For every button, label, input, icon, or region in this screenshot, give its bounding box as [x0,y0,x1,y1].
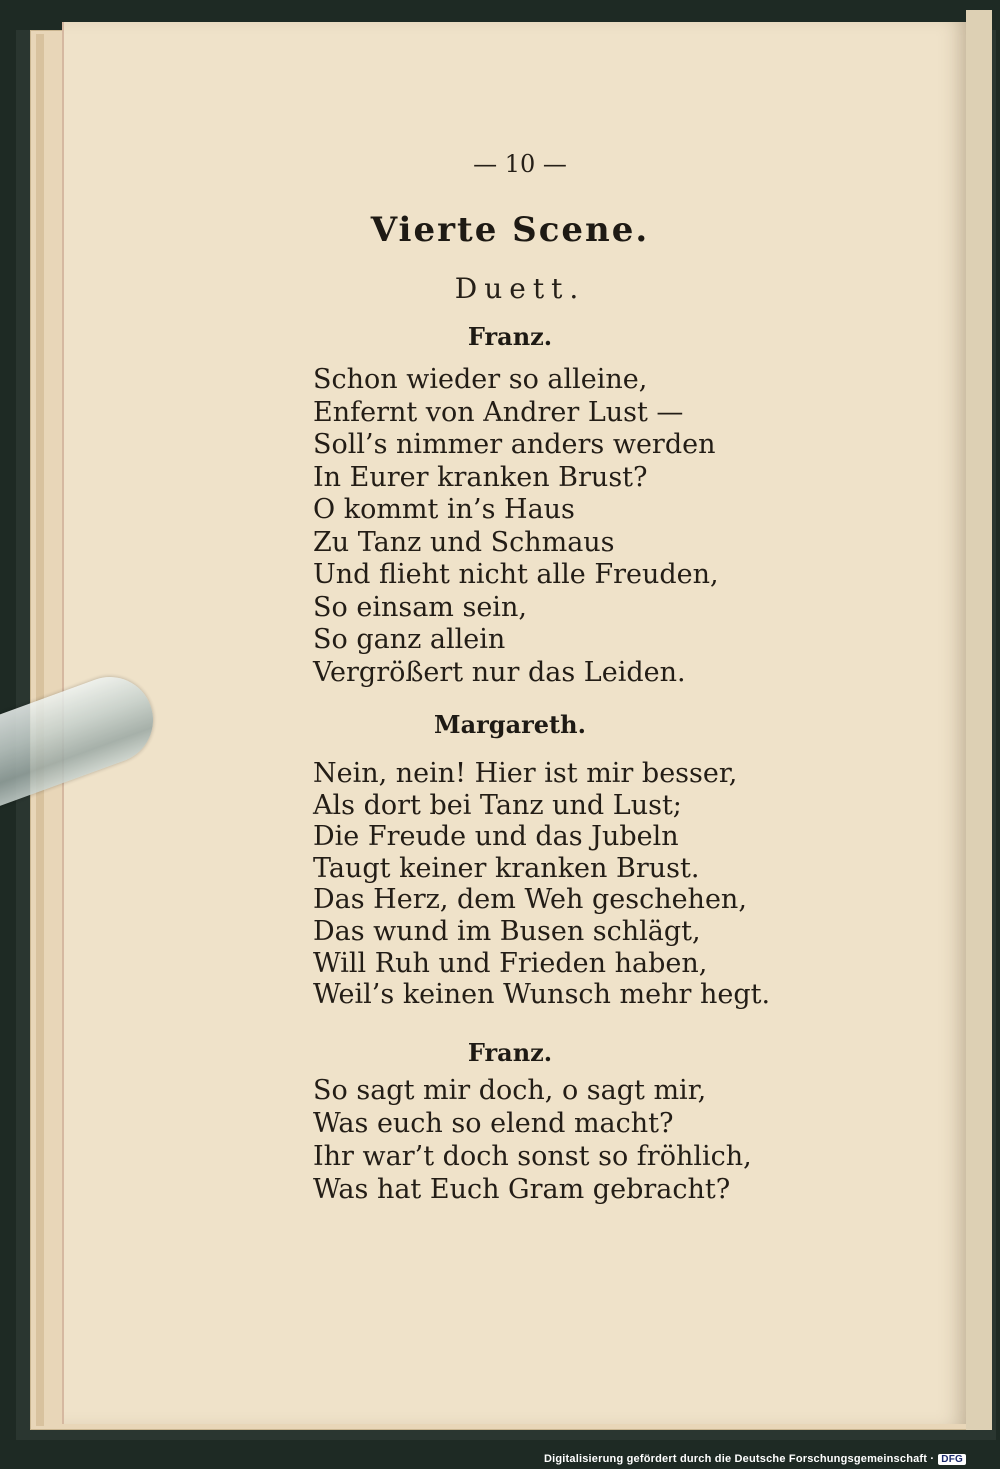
verse-line: Die Freude und das Jubeln [313,821,679,853]
verse-block [313,1074,752,1206]
verse-block [313,364,719,689]
verse-line: Soll’s nimmer anders werden [313,429,716,460]
verse-line: So ganz allein [313,624,506,655]
speaker-name: Margareth. [434,710,586,739]
verse-line: Und flieht nicht alle Freuden, [313,559,719,590]
verse-line: Schon wieder so alleine, [313,364,648,395]
verse-line: Als dort bei Tanz und Lust; [313,789,682,821]
verse-line: Nein, nein! Hier ist mir besser, [313,758,738,789]
verse-line: Das Herz, dem Weh geschehen, [313,884,747,916]
speaker-name: Franz. [467,1038,553,1067]
section-title: Duett. [454,272,586,305]
verse-line: Ihr war’t doch sonst so fröhlich, [313,1141,752,1172]
verse-line: Enfernt von Andrer Lust — [313,396,684,428]
verse-line: In Eurer kranken Brust? [313,461,648,493]
verse-line: Was hat Euch Gram gebracht? [313,1174,731,1205]
dfg-logo: DFG [938,1454,966,1465]
verse-line: So sagt mir doch, o sagt mir, [313,1075,707,1106]
speaker-name: Franz. [467,322,553,351]
digitization-credit [544,1453,966,1465]
page-number: — 10 — [473,150,567,178]
verse-line: Weil’s keinen Wunsch mehr hegt. [313,979,771,1011]
verse-line: Vergrößert nur das Leiden. [313,656,686,688]
credit-text: Digitalisierung gefördert durch die Deutsche Forschungsgemeinschaft · [543,1453,935,1465]
verse-line: So einsam sein, [313,591,527,623]
verse-line: Zu Tanz und Schmaus [313,526,615,558]
verse-line: Will Ruh und Frieden haben, [313,947,708,979]
verse-line: Das wund im Busen schlägt, [313,915,701,947]
verse-line: O kommt in’s Haus [313,494,575,525]
scene-title: Vierte Scene. [370,210,650,250]
verse-line: Was euch so elend macht? [313,1108,674,1139]
verse-line: Taugt keiner kranken Brust. [313,852,700,884]
verse-block [313,758,770,1011]
